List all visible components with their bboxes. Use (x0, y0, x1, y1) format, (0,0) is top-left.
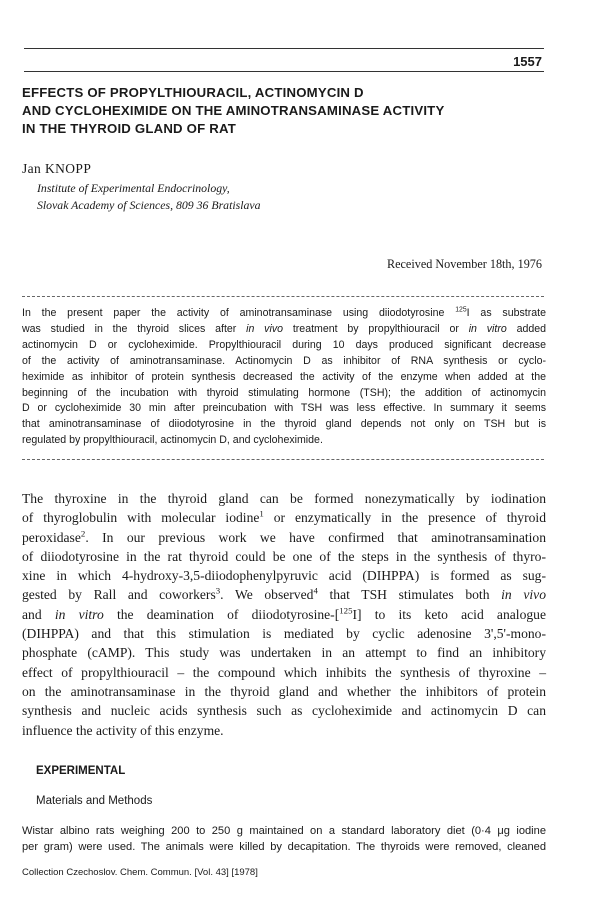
abstract-line: that aminotransaminase of diiodotyrosine in the thyroid gland depends not only on TSH but is (22, 418, 546, 431)
methods-line: Wistar albino rats weighing 200 to 250 g maintained on a standard laboratory diet (0·4 μg iodine (22, 825, 546, 837)
abstract-line: In the present paper the activity of aminotransaminase using diiodotyrosine $^{125}$I as substrate (22, 306, 546, 319)
introduction-paragraph (22, 489, 546, 740)
title-line-1: EFFECTS OF PROPYLTHIOURACIL, ACTINOMYCIN D (22, 85, 364, 100)
affiliation (37, 180, 261, 214)
body-line: xine in which 4-hydroxy-3,5-diiodophenylpyruvic acid (DIHPPA) is formed as sug- (22, 568, 546, 584)
subsection-heading: Materials and Methods (36, 795, 153, 807)
abstract-line: actinomycin D or cycloheximide. Propylthiouracil during 10 days produced significant decrease (22, 338, 546, 351)
body-line: of diiodotyrosine in the rat thyroid could be one of the steps in the synthesis of thyro- (22, 548, 546, 564)
abstract (22, 306, 546, 449)
abstract-line: D or cycloheximide 30 min after preincubation with TSH was less effective. In summary it seems (22, 402, 546, 415)
author-name (22, 161, 91, 177)
body-line: gested by Rall and coworkers$^3$. We observed$^4$ that TSH stimulates both in vivo (22, 585, 546, 603)
header-rule (24, 71, 544, 72)
methods-paragraph (22, 823, 546, 855)
body-line: peroxidase$^2$. In our previous work we have confirmed that aminotransamination (22, 528, 546, 545)
abstract-bottom-rule (22, 459, 544, 460)
methods-line: per gram) were used. The animals were killed by decapitation. The thyroids were removed, cleaned (22, 841, 546, 853)
abstract-line: beginning of the incubation with thyroid stimulating hormone (TSH); the addition of actinomycin (22, 386, 546, 399)
author-first-name: Jan (22, 161, 42, 176)
author-last-name: KNOPP (44, 161, 92, 176)
abstract-line: regulated by propylthiouracil, actinomycin D, and cycloheximide. (22, 434, 323, 447)
journal-footer: Collection Czechoslov. Chem. Commun. [Vol. 43] [1978] (22, 867, 258, 878)
body-line: of thyroglobulin with molecular iodine$^1$ or enzymatically in the presence of thyroid (22, 508, 547, 526)
received-date: Received November 18th, 1976 (386, 257, 542, 271)
abstract-line: heximide as inhibitor of protein synthesis decreased the activity of the enzyme when added at the (22, 370, 546, 383)
body-line: phosphate (cAMP). This study was undertaken in an attempt to find an inhibitory (22, 645, 546, 661)
title-line-2: AND CYCLOHEXIMIDE ON THE AMINOTRANSAMINASE ACTIVITY (22, 103, 445, 118)
abstract-line: of the activity of aminotransaminase. Actinomycin D as inhibitor of RNA synthesis or cyclo- (22, 354, 546, 367)
body-line: on the aminotransaminase in the thyroid gland and whether the inhibitors of protein (22, 683, 546, 699)
abstract-line: was studied in the thyroid slices after in vivo treatment by propylthiouracil or in vitro added (22, 322, 547, 335)
body-line: synthesis and nucleic acids synthesis such as cycloheximide and actinomycin D can (22, 703, 546, 719)
body-line: effect of propylthiouracil – the compound which inhibits the synthesis of thyroxine – (22, 664, 546, 680)
top-rule (24, 48, 544, 49)
body-line: (DIHPPA) and that this stimulation is mediated by cyclic adenosine 3',5'-mono- (22, 626, 546, 642)
title-line-3: IN THE THYROID GLAND OF RAT (22, 121, 236, 136)
article-title (22, 84, 562, 138)
body-line: The thyroxine in the thyroid gland can be formed nonezymatically by iodination (22, 491, 546, 506)
section-heading: EXPERIMENTAL (36, 765, 126, 777)
page-number: 1557 (513, 54, 542, 69)
body-line: influence the activity of this enzyme. (22, 722, 224, 738)
affiliation-line-1: Institute of Experimental Endocrinology, (37, 181, 230, 195)
body-line: and in vitro the deamination of diiodotyrosine-[$^{125}$I] to its keto acid analogue (22, 605, 546, 622)
affiliation-line-2: Slovak Academy of Sciences, 809 36 Bratislava (37, 198, 261, 212)
abstract-top-rule (22, 296, 544, 297)
